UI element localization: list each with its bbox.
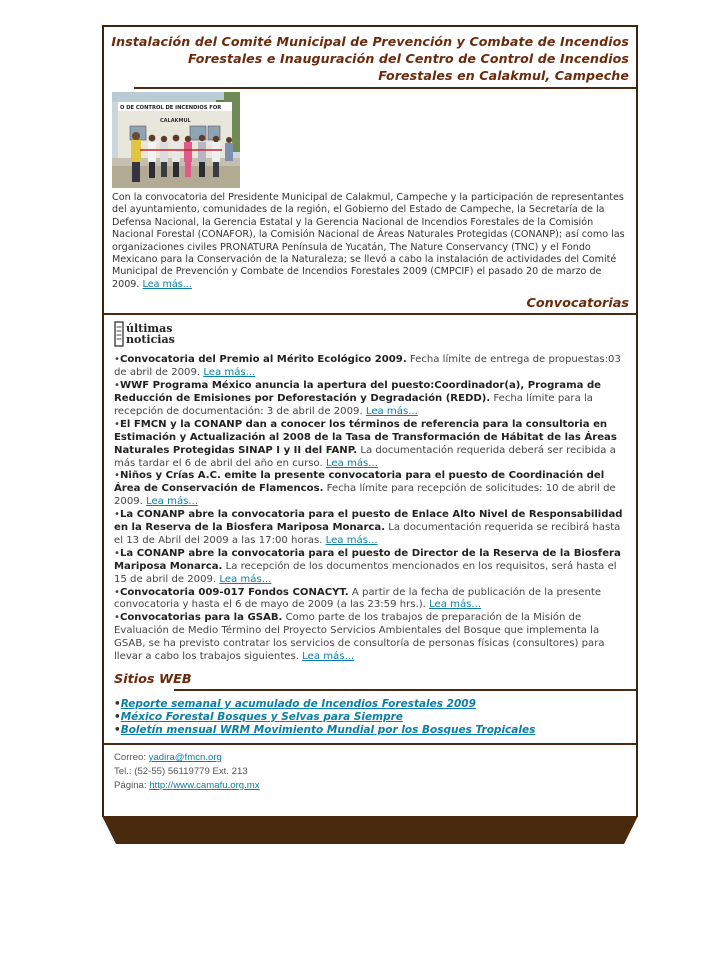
list-item bbox=[114, 587, 628, 613]
convocatorias-divider bbox=[104, 313, 636, 315]
list-item bbox=[114, 698, 628, 711]
read-more-link[interactable]: Lea más... bbox=[302, 651, 355, 663]
bullet: • bbox=[114, 470, 120, 482]
read-more-link[interactable]: Lea más... bbox=[219, 573, 272, 585]
read-more-link[interactable]: Lea más... bbox=[365, 405, 418, 417]
inauguration-photo bbox=[112, 92, 240, 188]
item-headline: Convocatoria 009-017 Fondos CONACYT. bbox=[119, 586, 349, 598]
bullet: • bbox=[114, 380, 120, 392]
item-headline: Niños y Crías A.C. emite la presente convocatoria para el puesto de Coordinación del Área de Conservación de Flamencos. bbox=[114, 470, 605, 495]
item-headline: Convocatorias para la GSAB. bbox=[119, 612, 283, 624]
item-text: A partir de la fecha de publicación de la presente convocatoria y hasta el 6 de mayo de 2009 (a las 23:59 hrs.). bbox=[114, 586, 602, 611]
bullet: • bbox=[114, 418, 120, 430]
bullet: • bbox=[114, 698, 121, 710]
item-text: Fecha límite para la recepción de documentación: 3 de abril de 2009. bbox=[114, 392, 593, 417]
header bbox=[104, 27, 636, 84]
footer-phone: Tel.: (52-55) 56119779 Ext. 213 bbox=[114, 766, 248, 777]
item-headline: La CONANP abre la convocatoria para el puesto de Director de la Reserva de la Biosfera Mariposa Monarca. bbox=[114, 547, 621, 572]
bullet: • bbox=[114, 586, 120, 598]
email-link[interactable]: yadira@fmcn.org bbox=[148, 752, 222, 763]
photo-banner-text: O DE CONTROL DE INCENDIOS FOR bbox=[120, 105, 222, 111]
convocatorias-title: Convocatorias bbox=[526, 296, 629, 312]
list-item bbox=[114, 724, 628, 737]
item-text: Fecha límite para recepción de solicitudes: 10 de abril de 2009. bbox=[114, 483, 616, 508]
intro-section bbox=[104, 89, 636, 291]
web-label: Página: bbox=[114, 780, 147, 791]
page-title: Instalación del Comité Municipal de Prevención y Combate de Incendios Forestales e Inauguración del Centro de Control de Incendios Forestales en Calakmul, Campeche bbox=[111, 34, 629, 83]
sitio-link-reporte[interactable]: Reporte semanal y acumulado de Incendios Forestales 2009 bbox=[120, 698, 476, 710]
sitio-link-boletin-wrm[interactable]: Boletín mensual WRM Movimiento Mundial por los Bosques Tropicales bbox=[120, 724, 536, 736]
item-headline: La CONANP abre la convocatoria para el puesto de Enlace Alto Nivel de Responsabilidad en la Reserva de la Biosfera Mariposa Monarca. bbox=[114, 509, 623, 534]
intro-paragraph bbox=[112, 192, 628, 291]
bullet: • bbox=[114, 547, 120, 559]
convocatorias-header bbox=[104, 291, 636, 311]
sitios-web-list bbox=[104, 691, 636, 737]
list-item bbox=[114, 548, 628, 587]
logo-line-2: noticias bbox=[126, 333, 175, 347]
footer-web-row bbox=[114, 779, 628, 793]
intro-read-more-link[interactable]: Lea más... bbox=[142, 278, 192, 290]
ultimas-noticias-logo bbox=[114, 318, 176, 350]
bullet: • bbox=[114, 509, 120, 521]
newsletter-frame bbox=[102, 25, 638, 817]
item-headline: El FMCN y la CONANP dan a conocer los términos de referencia para la consultoria en Estimación y Actualización al 2008 de la Tasa de Transformación de Hábitat de las Áreas Naturales Protegidas SINAP I y II del FANP. bbox=[114, 418, 617, 456]
read-more-link[interactable]: Lea más... bbox=[325, 457, 378, 469]
photo-sign-text: CALAKMUL bbox=[160, 118, 191, 124]
item-text: La documentación requerida deberá ser recibida a más tardar el 6 de abril del año en curso. bbox=[114, 444, 616, 469]
read-more-link[interactable]: Lea más... bbox=[325, 534, 378, 546]
item-text: La recepción de los documentos mencionados en los requisitos, será hasta el 15 de abril de 2009. bbox=[114, 560, 617, 585]
sitio-link-mexico-forestal[interactable]: México Forestal Bosques y Selvas para Siempre bbox=[120, 711, 403, 723]
list-item bbox=[114, 711, 628, 724]
sitios-web-title: Sitios WEB bbox=[114, 672, 192, 687]
read-more-link[interactable]: Lea más... bbox=[429, 599, 482, 611]
read-more-link[interactable]: Lea más... bbox=[203, 367, 256, 379]
intro-text: Con la convocatoria del Presidente Municipal de Calakmul, Campeche y la participación de representantes del ayuntamiento, comunidades de la región, el Gobierno del Estado de Campeche, la Secretaría de la Defensa Nacional, la Gerencia Estatal y la Gerencia Nacional de Incendios Forestales de la Comisión Nacional Forestal (CONAFOR), la Comisión Nacional de Áreas Naturales Protegidas (CONANP); así como las organizaciones civiles PRONATURA Península de Yucatán, The Nature Conservancy (TNC) y el Fondo Mexicano para la Conservación de la Naturaleza; se llevó a cabo la instalación de actividades del Comité Municipal de Prevención y Combate de Incendios Forestales 2009 (CMPCIF) el pasado 20 de marzo de 2009. bbox=[112, 192, 625, 290]
convocatorias-list bbox=[114, 354, 628, 664]
bullet: • bbox=[114, 711, 121, 723]
logo-line-1: últimas bbox=[126, 322, 173, 336]
convocatorias-section bbox=[104, 318, 636, 664]
document-icon bbox=[114, 321, 124, 347]
bullet: • bbox=[114, 354, 120, 366]
list-item bbox=[114, 470, 628, 509]
read-more-link[interactable]: Lea más... bbox=[146, 496, 199, 508]
list-item bbox=[114, 354, 628, 380]
item-headline: WWF Programa México anuncia la apertura del puesto:Coordinador(a), Programa de Reducción de Emisiones por Deforestación y Degradación (REDD). bbox=[114, 380, 602, 404]
bullet: • bbox=[114, 724, 121, 736]
footer-email-row bbox=[114, 751, 628, 765]
item-text: Como parte de los trabajos de preparación de la Misión de Evaluación de Medio Término del Proyecto Servicios Ambientales del Bosque que implementa la GSAB, se ha previsto contratar los servicios de consultoría de personas físicas (consultores) para llevar a cabo los trabajos siguientes. bbox=[114, 612, 605, 663]
item-headline: Convocatoria del Premio al Mérito Ecológico 2009. bbox=[119, 354, 407, 366]
website-link[interactable]: http://www.camafu.org.mx bbox=[149, 780, 260, 791]
list-item bbox=[114, 612, 628, 664]
list-item bbox=[114, 509, 628, 548]
email-label: Correo: bbox=[114, 752, 146, 763]
item-text: La documentación requerida se recibirá hasta el 13 de Abril del 2009 a las 17:00 horas. bbox=[114, 522, 621, 546]
item-text: Fecha límite de entrega de propuestas:03 de abril de 2009. bbox=[114, 354, 621, 379]
list-item bbox=[114, 419, 628, 471]
bottom-decorative-bar bbox=[102, 816, 638, 844]
footer bbox=[104, 745, 636, 793]
bullet: • bbox=[114, 612, 120, 624]
list-item bbox=[114, 380, 628, 419]
